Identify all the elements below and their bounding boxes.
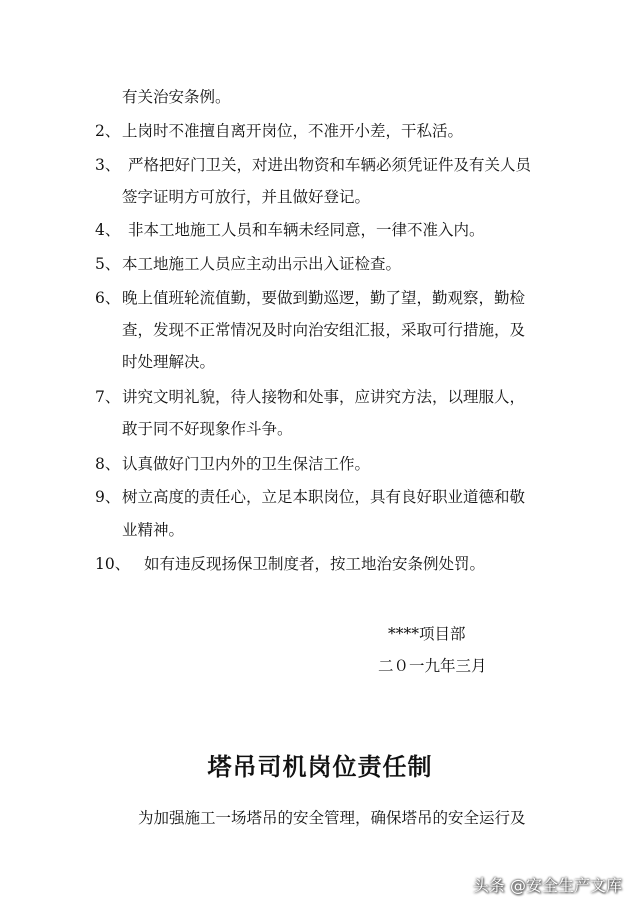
signature-org: ****项目部 (388, 625, 466, 643)
item-line: 签字证明方可放行，并且做好登记。 (122, 188, 371, 206)
item-number: 9、 (95, 488, 121, 506)
signature-date: 二０一九年三月 (378, 657, 487, 675)
item-line: 严格把好门卫关，对进出物资和车辆必须凭证件及有关人员 (128, 156, 532, 174)
item-line: 树立高度的责任心，立足本职岗位，具有良好职业道德和敬 (122, 488, 526, 506)
section-title: 塔吊司机岗位责任制 (207, 753, 433, 781)
item-line: 查，发现不正常情况及时向治安组汇报，采取可行措施，及 (122, 321, 526, 339)
item-line: 认真做好门卫内外的卫生保洁工作。 (122, 455, 371, 473)
watermark: 头条 @安全生产文库 (472, 876, 622, 895)
item-line: 如有违反现扬保卫制度者，按工地治安条例处罚。 (144, 555, 486, 573)
continuation-line: 有关治安条例。 (122, 88, 231, 106)
item-number: 2、 (95, 122, 121, 140)
item-line: 非本工地施工人员和车辆未经同意，一律不准入内。 (128, 221, 485, 239)
item-number: 8、 (95, 455, 121, 473)
item-line: 敢于同不好现象作斗争。 (122, 420, 293, 438)
item-line: 上岗时不准擅自离开岗位，不准开小差，干私活。 (122, 122, 464, 140)
section-intro: 为加强施工一场塔吊的安全管理，确保塔吊的安全运行及 (138, 809, 526, 827)
item-number: 10、 (95, 555, 131, 573)
item-number: 7、 (95, 388, 121, 406)
item-line: 本工地施工人员应主动出示出入证检查。 (122, 255, 402, 273)
item-number: 6、 (95, 289, 121, 307)
item-line: 业精神。 (122, 521, 185, 539)
item-line: 时处理解决。 (122, 353, 216, 371)
item-number: 5、 (95, 255, 121, 273)
item-line: 晚上值班轮流值勤，要做到勤巡逻，勤了望，勤观察，勤检 (122, 289, 526, 307)
item-number: 3、 (95, 156, 121, 174)
item-line: 讲究文明礼貌，待人接物和处事，应讲究方法，以理服人， (122, 388, 526, 406)
item-number: 4、 (95, 221, 121, 239)
